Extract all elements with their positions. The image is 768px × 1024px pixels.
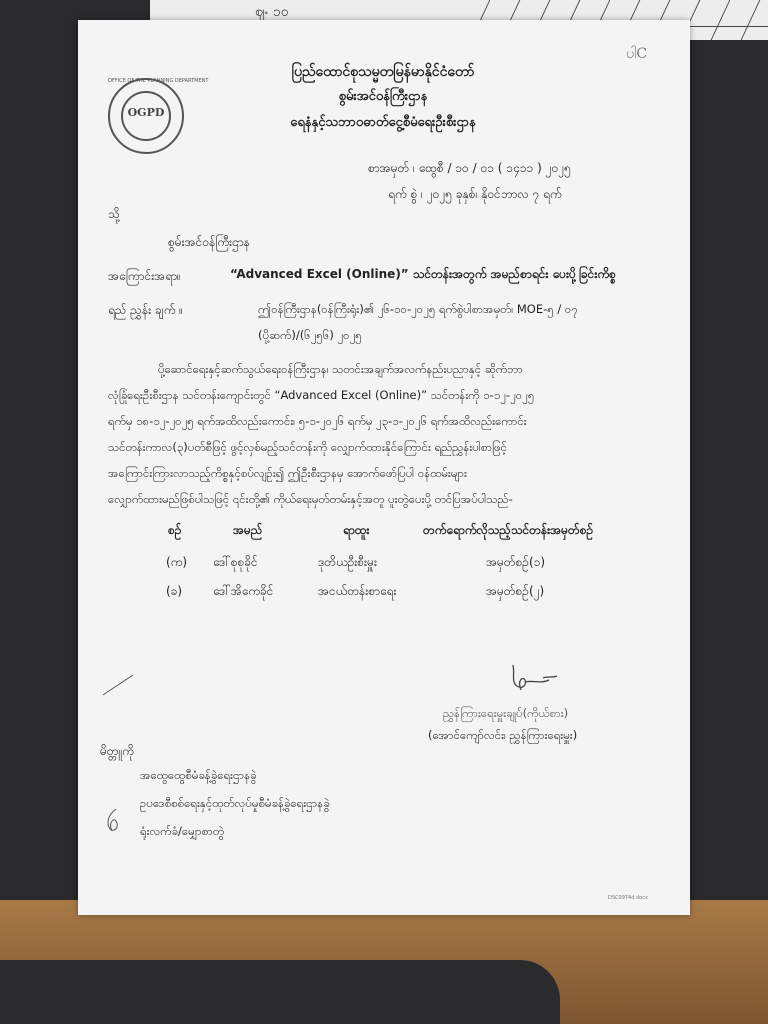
header-line-3: ရေနံနှင့်သဘာဝဓာတ်ငွေ့စီမံရေးဦးစီးဌာန (290, 115, 476, 130)
department-seal (108, 78, 209, 154)
seal-ring-text: OFFICE OF THE PLANNING DEPARTMENT (108, 78, 209, 84)
table-cell: ဒေါ်စုစုခိုင် (213, 555, 258, 569)
reference-label: ရည် ညွှန်း ချက် ။ (108, 303, 183, 317)
letter-date: ရက် စွဲ ၊ ၂၀၂၅ ခုနှစ်၊ နိုဝင်ဘာလ ၇ ရက် (388, 187, 562, 201)
table-cell: ဒေါ်အိကေခိုင် (213, 584, 274, 598)
copy-recipient: ဥပဒေစီစစ်ရေးနှင့်ထုတ်လုပ်မှုစီမံခန့်ခွဲရေးဌာနခွဲ (140, 796, 330, 810)
ruled-line (741, 0, 761, 40)
body-line: သင်တန်းကာလ(၃)ပတ်စီဖြင့် ဖွင့်လှစ်မည့်သင်တန်းကို လျှောက်ထားနိုင်ကြောင်း ရည်ညွှန်းပါစာဖြင့် (108, 440, 507, 454)
underlying-sheet-text: ဈႋ ၁၀ (255, 4, 289, 20)
table-header-name: အမည် (233, 523, 263, 537)
handwritten-corner-mark: ပါC (626, 46, 648, 62)
recipient-department: စွမ်းအင်ဝန်ကြီးဌာန (168, 235, 250, 249)
dark-surface (0, 960, 560, 1024)
table-cell: အမှတ်စဉ်(၂) (486, 584, 545, 598)
reference-line-1: ဤဝန်ကြီးဌာန(ဝန်ကြီးရုံး)၏ ၂၆-၁၀-၂၀၂၅ ရက်စွဲပါစာအမှတ်၊ MOE-၅ / ၀၇ (258, 302, 578, 316)
signature-title: ညွှန်ကြားရေးမှူးချုပ်(ကိုယ်စား) (443, 706, 569, 720)
table-header-position: ရာထူး (343, 523, 370, 537)
signature-mark (503, 660, 563, 700)
initial-mark (98, 805, 128, 835)
recipient-label: သို့ (108, 207, 120, 221)
copy-recipient: ရုံးလက်ခံ/မျှောစာတွဲ (140, 824, 225, 838)
seal-inner-ring (121, 91, 171, 141)
body-line: အကြောင်းကြားလာသည့်ကိစ္စနှင့်စပ်လျဉ်း၍ ဤဦးစီးဌာနမှ အောက်ဖော်ပြပါ ဝန်ထမ်းများ (108, 466, 467, 480)
pen-stroke-mark (98, 670, 138, 700)
body-line: ပို့ဆောင်ရေးနှင့်ဆက်သွယ်ရေးဝန်ကြီးဌာန၊ သတင်းအချက်အလက်နည်းပညာနှင့် ဆိုက်ဘာ (158, 362, 523, 376)
copy-recipient: အထွေထွေစီမံခန့်ခွဲရေးဌာနခွဲ (140, 768, 257, 782)
footer-note: DSC0974d.docx (608, 895, 648, 901)
seal-text: OGPD (127, 106, 165, 119)
table-cell: (ခ) (166, 584, 183, 598)
reference-number: စာအမှတ် ၊ ထွေစီ / ၁၀ / ၀၁ ( ၁၄၁၁ ) ၂၀၂၅ (368, 161, 571, 175)
subject-text: “Advanced Excel (Online)” သင်တန်းအတွက် အမည်စာရင်း ပေးပို့ခြင်းကိစ္စ (230, 267, 616, 281)
reference-line-2: (ပို့ဆက်)/(၆၂၅၆) ၂၀၂၅ (258, 328, 362, 342)
signature-name: (အောင်ကျော်လင်း၊ ညွှန်ကြားရေးမှူး) (428, 728, 578, 742)
table-cell: (က) (166, 555, 188, 569)
header-line-2: စွမ်းအင်ဝန်ကြီးဌာန (338, 89, 428, 104)
subject-label: အကြောင်းအရာ။ (108, 269, 181, 283)
table-header-no: စဉ် (168, 523, 182, 537)
header-line-1: ပြည်ထောင်စုသမ္မတမြန်မာနိုင်ငံတော် (291, 64, 475, 80)
body-line: လျှောက်ထားမည်ဖြစ်ပါသဖြင့် ၎င်းတို့၏ ကိုယ်ရေးမှတ်တမ်းနှင့်အတူ ပူးတွဲပေးပို့ တင်ပြအပ်ပါသည်- (108, 492, 513, 506)
body-line: ရက်မှ ၁၈-၁၂-၂၀၂၅ ရက်အထိလည်းကောင်း၊ ၅-၁-၂၀၂၆ ရက်မှ ၂၃-၁-၂၀၂၆ ရက်အထိလည်းကောင်း (108, 414, 527, 428)
ruled-line (711, 0, 731, 40)
table-header-course: တက်ရောက်လိုသည့်သင်တန်းအမှတ်စဉ် (423, 523, 594, 537)
table-cell: အမှတ်စဉ်(၁) (486, 555, 546, 569)
table-cell: အငယ်တန်းစာရေး (318, 584, 397, 598)
body-line: လုံခြုံရေးဦးစီးဌာန သင်တန်းကျောင်းတွင် “Advanced Excel (Online)” သင်တန်းကို ၁-၁၂-၂၀၂၅ (108, 388, 535, 402)
official-letter (78, 20, 690, 915)
table-cell: ဒုတိယဦးစီးမှူး (318, 555, 377, 569)
copy-to-label: မိတ္တူကို (100, 744, 134, 758)
